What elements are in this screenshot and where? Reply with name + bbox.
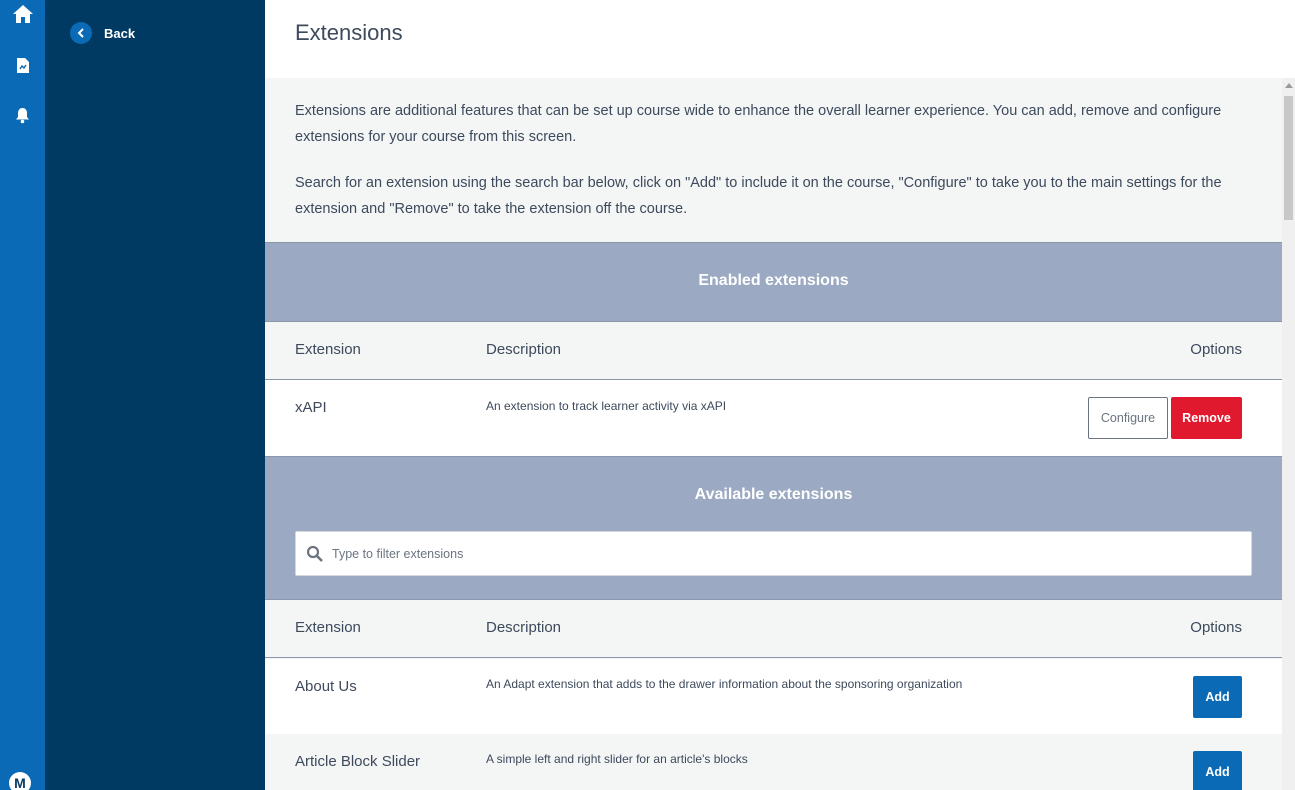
icon-rail bbox=[0, 0, 45, 790]
extension-description: An extension to track learner activity via xAPI bbox=[486, 399, 727, 413]
user-avatar[interactable]: M bbox=[9, 772, 31, 790]
search-icon bbox=[306, 545, 324, 563]
available-extensions-title: Available extensions bbox=[694, 486, 853, 503]
enabled-table-header bbox=[265, 321, 1282, 380]
intro-paragraph-2: Search for an extension using the search bar below, click on "Add" to include it on the course, "Configure" to take you to the main settings for the extension and "Remove" to take the extension off the course. bbox=[295, 175, 1222, 217]
chevron-left-icon bbox=[70, 22, 92, 44]
available-table-header bbox=[265, 599, 1282, 658]
scroll-up-arrow-icon[interactable] bbox=[1285, 83, 1293, 88]
column-description: Description bbox=[486, 619, 562, 636]
add-button[interactable]: Add bbox=[1193, 751, 1242, 790]
extension-description: An Adapt extension that adds to the drawer information about the sponsoring organization bbox=[486, 677, 963, 691]
enabled-extensions-title: Enabled extensions bbox=[698, 272, 849, 289]
main-content bbox=[265, 0, 1295, 790]
search-input[interactable] bbox=[332, 547, 1232, 561]
extension-description: A simple left and right slider for an article's blocks bbox=[486, 752, 748, 766]
column-description: Description bbox=[486, 341, 562, 358]
back-button[interactable] bbox=[70, 22, 135, 44]
table-row bbox=[265, 380, 1282, 456]
configure-button[interactable]: Configure bbox=[1088, 397, 1168, 439]
intro-paragraph-1: Extensions are additional features that can be set up course wide to enhance the overall learner experience. You can add, remove and configure extensions for your course from this screen. bbox=[295, 103, 1222, 145]
home-icon[interactable] bbox=[0, 2, 45, 26]
page-title: Extensions bbox=[295, 20, 403, 45]
back-label: Back bbox=[104, 25, 136, 41]
table-row bbox=[265, 659, 1282, 734]
document-icon[interactable] bbox=[0, 54, 45, 76]
extension-name: xAPI bbox=[295, 399, 327, 416]
available-extensions-header bbox=[265, 456, 1282, 600]
sidebar bbox=[45, 0, 265, 790]
page-header bbox=[265, 0, 1295, 78]
enabled-extensions-header bbox=[265, 242, 1282, 322]
extension-name: About Us bbox=[295, 678, 357, 695]
search-box bbox=[295, 531, 1252, 576]
column-extension: Extension bbox=[295, 619, 361, 636]
add-button[interactable]: Add bbox=[1193, 676, 1242, 718]
column-options: Options bbox=[1190, 341, 1242, 358]
bell-icon[interactable] bbox=[0, 104, 45, 126]
column-options: Options bbox=[1190, 619, 1242, 636]
vertical-scrollbar[interactable] bbox=[1282, 78, 1295, 790]
scrollbar-thumb[interactable] bbox=[1284, 96, 1293, 220]
remove-button[interactable]: Remove bbox=[1171, 397, 1242, 439]
extension-name: Article Block Slider bbox=[295, 753, 421, 770]
table-row bbox=[265, 734, 1282, 790]
column-extension: Extension bbox=[295, 341, 361, 358]
